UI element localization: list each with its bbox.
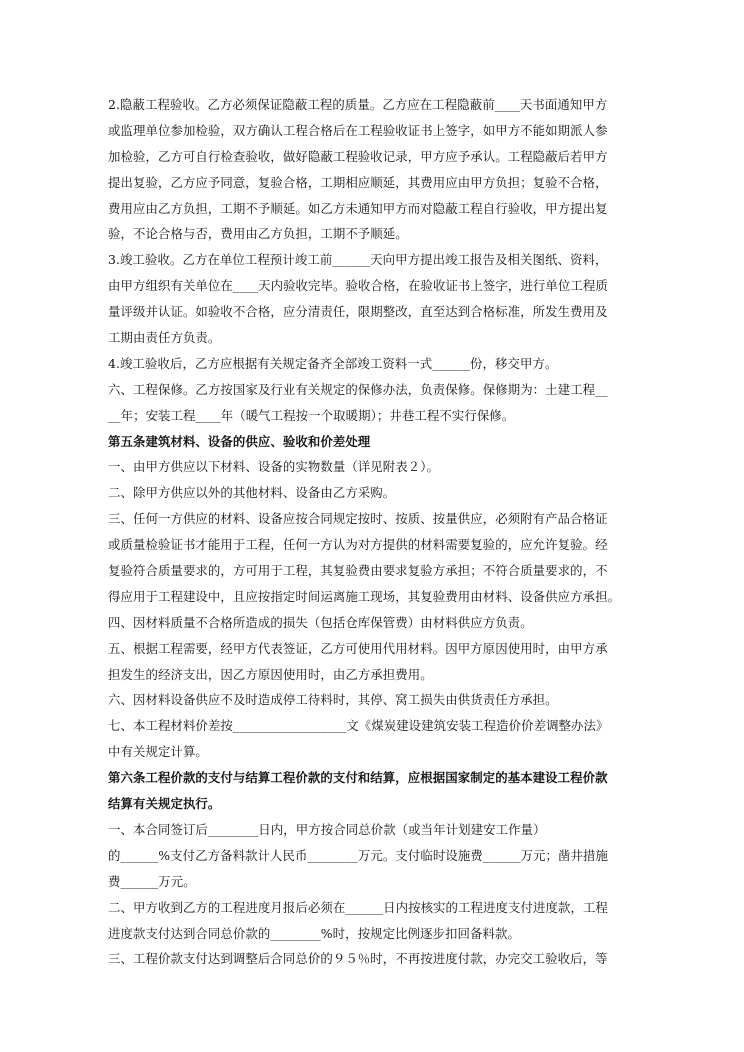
text-line: 五、根据工程需要，经甲方代表签证，乙方可使用代用材料。因甲方原因使用时，由甲方承	[108, 640, 608, 656]
text-line: 复验符合质量要求的，方可用于工程，其复验费由要求复验方承担；不符合质量要求的，不	[108, 563, 608, 579]
text-line: 加检验，乙方可自行检查验收，做好隐蔽工程验收记录，甲方应予承认。工程隐蔽后若甲方	[108, 148, 608, 164]
text-line: 四、因材料质量不合格所造成的损失（包括仓库保管费）由材料供应方负责。	[108, 614, 533, 630]
text-line: 进度款支付达到合同总价款的________%时，按规定比例逐步扣回备料款。	[108, 925, 520, 941]
text-line: 七、本工程材料价差按__________________文《煤炭建设建筑安装工程造价价差调整办法》	[108, 718, 609, 734]
document-body	[108, 92, 638, 972]
text-line: 工期由责任方负责。	[108, 330, 221, 346]
section-heading-line: 结算有关规定执行。	[108, 796, 221, 812]
text-line: 得应用于工程建设中，且应按指定时间运离施工现场，其复验费用由材料、设备供应方承担。	[108, 588, 621, 604]
text-line: 二、除甲方供应以外的其他材料、设备由乙方采购。	[108, 485, 396, 501]
text-line: 费用应由乙方负担，工期不予顺延。如乙方未通知甲方而对隐蔽工程自行验收，甲方提出复	[108, 200, 608, 216]
text-line: 三、工程价款支付达到调整后合同总价的９５％时，不再按进度付款，办完交工验收后，等	[108, 951, 608, 967]
text-line: 担发生的经济支出，因乙方原因使用时，由乙方承担费用。	[108, 666, 433, 682]
text-line: 二、甲方收到乙方的工程进度月报后必须在______日内按核实的工程进度支付进度款，工程	[108, 899, 608, 915]
text-line: 量评级并认证。如验收不合格，应分清责任，限期整改，直至达到合格标准，所发生费用及	[108, 304, 608, 320]
text-line: 中有关规定计算。	[108, 744, 208, 760]
text-line: 验，不论合格与否，费用由乙方负担，工期不予顺延。	[108, 226, 408, 242]
text-line: 一、本合同签订后________日内，甲方按合同总价款（或当年计划建安工作量）	[108, 821, 546, 837]
section-heading-line: 第五条建筑材料、设备的供应、验收和价差处理	[108, 433, 371, 449]
section-heading-line: 第六条工程价款的支付与结算工程价款的支付和结算，应根据国家制定的基本建设工程价款	[108, 770, 608, 786]
text-line: __年；安装工程____年（暖气工程按一个取暖期）；井巷工程不实行保修。	[108, 407, 515, 423]
text-line: 的______%支付乙方备料款计人民币________万元。支付临时设施费______万元；凿井措施	[108, 847, 609, 863]
text-line: 2.隐蔽工程验收。乙方必须保证隐蔽工程的质量。乙方应在工程隐蔽前____天书面通知甲方	[108, 97, 608, 112]
text-line: 或质量检验证书才能用于工程，任何一方认为对方提供的材料需要复验的，应允许复验。经	[108, 537, 608, 553]
text-line: 提出复验，乙方应予同意，复验合格，工期相应顺延，其费用应由甲方负担；复验不合格，	[108, 174, 608, 190]
text-line: 或监理单位参加检验，双方确认工程合格后在工程验收证书上签字，如甲方不能如期派人参	[108, 122, 608, 138]
text-line: 三、任何一方供应的材料、设备应按合同规定按时、按质、按量供应，必须附有产品合格证	[108, 511, 608, 527]
text-line: 4.竣工验收后，乙方应根据有关规定备齐全部竣工资料一式______份，移交甲方。	[108, 355, 558, 371]
text-line: 3.竣工验收。乙方在单位工程预计竣工前______天向甲方提出竣工报告及相关图纸、资料，	[108, 252, 608, 268]
text-line: 六、因材料设备供应不及时造成停工待料时，其停、窝工损失由供货责任方承担。	[108, 692, 558, 708]
text-line: 由甲方组织有关单位在____天内验收完毕。验收合格，在验收证书上签字，进行单位工程质	[108, 278, 608, 294]
text-line: 费______万元。	[108, 873, 196, 889]
text-line: 一、由甲方供应以下材料、设备的实物数量（详见附表２）。	[108, 459, 440, 475]
text-line: 六、工程保修。乙方按国家及行业有关规定的保修办法，负责保修。保修期为：土建工程__	[108, 381, 608, 397]
